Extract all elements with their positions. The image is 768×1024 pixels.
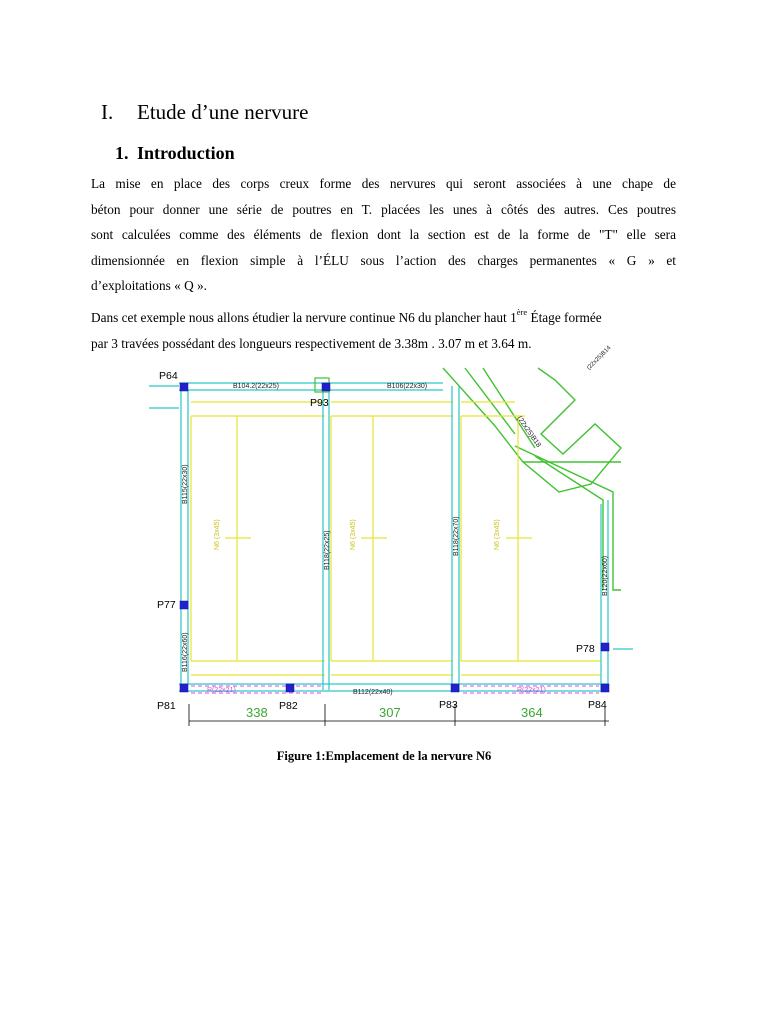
paragraph-line: La mise en place des corps creux forme des nervures qui seront associées à une chape de: [91, 176, 676, 191]
span-dimension-1: 338: [246, 705, 268, 720]
pole-square: [286, 684, 294, 692]
hatched-zone: [443, 368, 621, 590]
pole-label-p83: P83: [439, 699, 458, 711]
pole-square: [322, 383, 330, 391]
pole-label-p64: P64: [159, 370, 178, 382]
beam-label-diag: (22x25)B18: [515, 415, 542, 449]
pole-square: [180, 684, 188, 692]
pole-square: [601, 643, 609, 651]
beam-label-mid2: B118(22x70): [453, 516, 460, 556]
beam-label-top1: B104.2(22x25): [233, 383, 279, 390]
beam-label-top2: B106(22x30): [387, 383, 428, 390]
ordinal-superscript: ère: [516, 307, 528, 317]
pole-label-p77: P77: [157, 599, 176, 611]
pole-square: [601, 684, 609, 692]
rib-label-2: N6 (3x45): [350, 519, 357, 550]
section-title: Etude d’une nervure: [137, 100, 309, 124]
pole-label-p78: P78: [576, 643, 595, 655]
paragraph-line: par 3 travées possédant des longueurs respectivement de 3.38m . 3.07 m et 3.64 m.: [91, 335, 532, 351]
beam-label-bottom: B112(22x40): [353, 689, 393, 696]
figure-caption: Figure 1:Emplacement de la nervure N6: [276, 749, 492, 763]
section-number: I.: [101, 100, 114, 124]
beam-label-left-lower: B116(22x60): [182, 632, 189, 672]
paragraph-line: sont calculées comme des éléments de flexion dont la section est de la forme de "T" elle sera: [91, 227, 676, 242]
beam-label-left: B115(22x30): [182, 464, 189, 504]
para2-text-end: Étage formée: [527, 310, 602, 325]
floor-plan-figure: [143, 345, 633, 742]
beam-label-right: B120(22x60): [602, 555, 609, 596]
paragraph-line: dimensionnée en flexion simple à l’ÉLU sous l’action des charges permanentes « G » et: [91, 252, 676, 268]
beam-label-mid1: B118(22x25): [324, 530, 331, 570]
pole-label-p81: P81: [157, 700, 176, 712]
para2-text-start: Dans cet exemple nous allons étudier la nervure continue N6 du plancher haut 1: [91, 310, 517, 325]
span-dimension-2: 307: [379, 705, 401, 720]
span-dimension-3: 364: [521, 705, 543, 720]
pole-square: [451, 684, 459, 692]
pole-square: [180, 601, 188, 609]
pole-label-p82: P82: [279, 700, 298, 712]
rib-label-1: N6 (3x45): [214, 519, 221, 550]
paragraph-line: béton pour donner une série de poutres en T. placées les unes à côtés des autres. Ces poutres: [91, 201, 676, 217]
pole-label-p93: P93: [310, 397, 329, 409]
section-heading: [101, 100, 308, 125]
introduction-paragraph-1: [91, 171, 676, 299]
paragraph-line: [91, 305, 676, 331]
paragraph-line: d’exploitations « Q ».: [91, 278, 207, 293]
beam-label-diag2: (22x25)B14: [586, 345, 613, 372]
introduction-paragraph-2: [91, 305, 676, 356]
rib-label-3: N6 (3x45): [494, 519, 501, 550]
pole-label-p84: P84: [588, 699, 607, 711]
r-beam-label-2: R(22x21): [517, 687, 546, 694]
r-beam-label-1: R(22x21): [207, 687, 236, 694]
introduction-number: 1.: [115, 143, 129, 163]
introduction-title: Introduction: [137, 143, 235, 163]
introduction-heading: [115, 143, 235, 164]
pole-square: [180, 383, 188, 391]
